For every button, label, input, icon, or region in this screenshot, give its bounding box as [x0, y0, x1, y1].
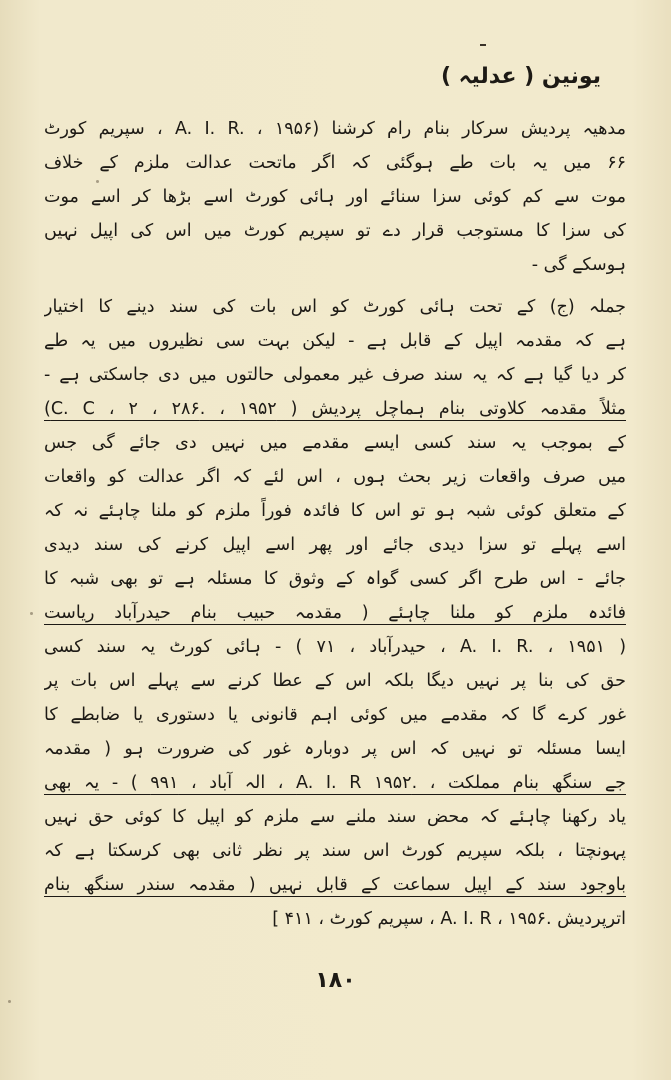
text-line: ( A. I. R. ، ۱۹۵۱ ، حیدرآباد ، ۷۱ ) - ہائی کورٹ یہ سند کسی [44, 637, 626, 657]
paragraph-2 [44, 290, 626, 936]
text-line: حق کی بنا پر نہیں دیگا بلکہ اس کے عطا کرنے سے پہلے اس بات پر [44, 671, 626, 691]
text-line: ہوسکے گی - [531, 255, 626, 275]
header-mark [480, 44, 486, 46]
running-header: یونین ( عدلیہ ) [440, 64, 601, 89]
text-line: اترپردیش .A. I. R ، ۱۹۵۶ ، سپریم کورٹ ، ۴۱۱ ] [272, 909, 626, 929]
text-line: غور کرے گا کہ مقدمے میں کوئی اہم قانونی یا دستوری یا ضابطے کا [44, 705, 626, 725]
text-line: فائدہ ملزم کو ملنا چاہئے ( مقدمہ حبیب بنام حیدرآباد ریاست [44, 603, 626, 623]
paper-speck [30, 612, 33, 615]
text-line: کی سزا کا مستوجب قرار دے تو سپریم کورٹ میں اس کی اپیل نہیں [44, 221, 626, 241]
text-line: جملہ (ج) کے تحت ہائی کورٹ کو اس بات کی سند دینے کا اختیار [44, 297, 626, 317]
page-number: ۱۸۰ [315, 968, 356, 993]
text-line: میں صرف واقعات زیر بحث ہوں ، اس لئے کہ اگر عدالت کو واقعات [44, 467, 626, 487]
text-line: مثلاً مقدمہ کلاوتی بنام ہماچل پردیش ( ۱۹۵۲ ، .C. C ، ۲ ، ۲۸۶) [44, 399, 626, 419]
paper-speck [8, 1000, 11, 1003]
text-line: ۶۶ میں یہ بات طے ہوگئی کہ اگر ماتحت عدالت ملزم کے خلاف [44, 153, 626, 173]
paragraph-1 [44, 112, 626, 282]
text-line: باوجود سند کے اپیل سماعت کے قابل نہیں ( مقدمہ سندر سنگھ بنام [44, 875, 626, 895]
text-line: ایسا مسئلہ تو نہیں کہ اس پر دوبارہ غور کی ضرورت ہو ( مقدمہ [44, 739, 626, 759]
text-line: ہے کہ مقدمہ اپیل کے قابل ہے - لیکن بہت سی نظیروں میں یہ طے [44, 331, 626, 351]
text-line: جائے - اس طرح اگر کسی گواہ کے وثوق کا مسئلہ ہے تو بھی شبہ کا [44, 569, 626, 589]
text-line: کے متعلق کوئی شبہ ہو تو اس کا فائدہ فوراً ملزم کو ملنا چاہئے نہ کہ [44, 501, 626, 521]
body-text [44, 112, 626, 944]
text-line: اسے پہلے تو سزا دیدی جائے اور پھر اسے اپیل کرنے کی سند دیدی [44, 535, 626, 555]
paper-speck [96, 180, 99, 183]
text-line: موت سے کم کوئی سزا سنائے اور ہائی کورٹ اسے بڑھا کر اسے موت [44, 187, 626, 207]
text-line: مدھیہ پردیش سرکار بنام رام کرشنا (A. I. R. ، ۱۹۵۶ ، سپریم کورٹ [44, 119, 626, 139]
text-line: یاد رکھنا چاہئے کہ محض سند ملنے سے ملزم کو اپیل کا کوئی حق نہیں [44, 807, 626, 827]
text-line: پہونچتا ، بلکہ سپریم کورٹ اس سند پر نظر ثانی بھی کرسکتا ہے کہ [44, 841, 626, 861]
text-line: جے سنگھ بنام مملکت ، .A. I. R ۱۹۵۲ ، الہ آباد ، ۹۹۱ ) - یہ بھی [44, 773, 626, 793]
text-line: کر دیا گیا ہے کہ یہ سند صرف غیر معمولی حالتوں میں دی جاسکتی ہے - [44, 365, 626, 385]
text-line: کے بموجب یہ سند کسی ایسے مقدمے میں نہیں دی جائے گی جس [44, 433, 626, 453]
